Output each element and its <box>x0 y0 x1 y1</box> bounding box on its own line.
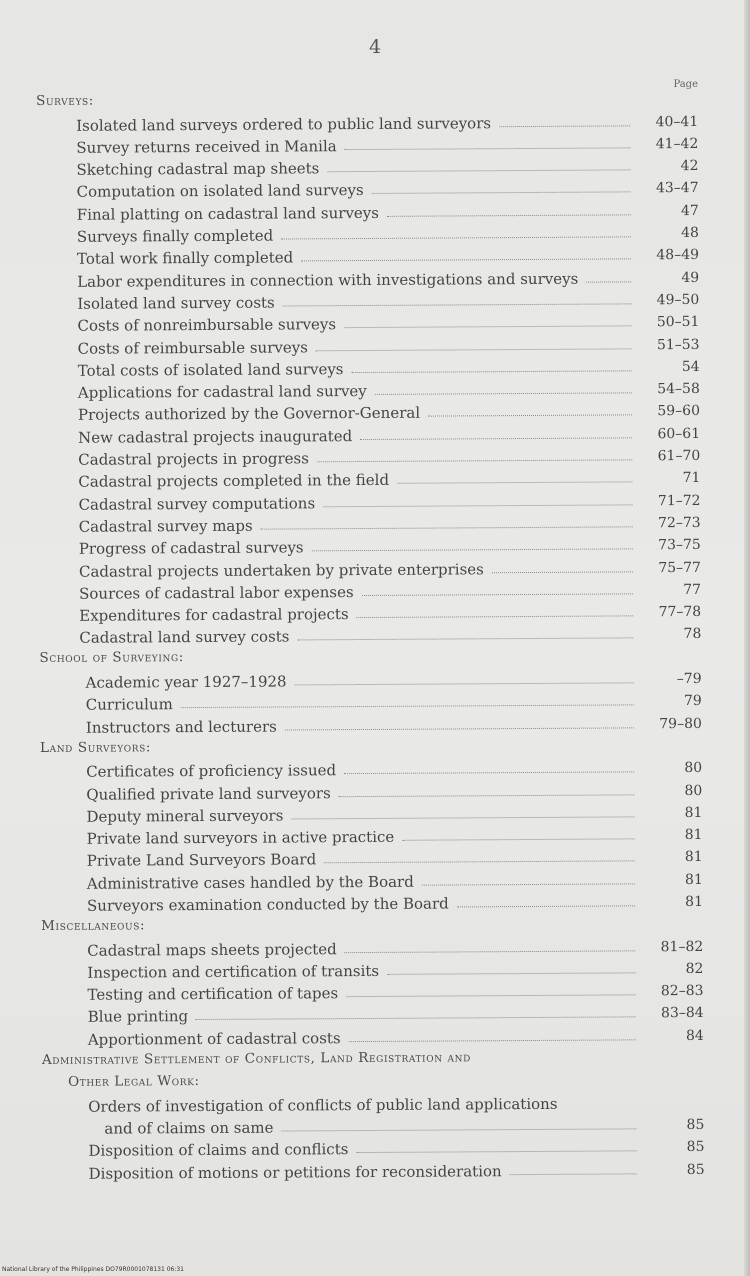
toc-entry-title: Isolated land survey costs <box>77 293 275 313</box>
dot-leader <box>402 838 634 840</box>
toc-entry-title: Cadastral land survey costs <box>79 627 290 648</box>
section-heading: Land Surveyors: <box>39 738 152 756</box>
toc-entry-page: 41–42 <box>655 135 699 153</box>
dot-leader <box>387 972 635 975</box>
toc-entry-title: Costs of reimbursable surveys <box>77 337 308 358</box>
toc-entry-title: Computation on isolated land surveys <box>76 181 364 202</box>
toc-entry-title: Cadastral survey maps <box>78 516 253 536</box>
toc-entry-page: 85 <box>686 1116 705 1133</box>
toc-entry-title: Private Land Surveyors Board <box>86 850 317 871</box>
toc-entry-title: Labor expenditures in connection with investigations and surveys <box>77 269 579 291</box>
dot-leader <box>344 772 634 775</box>
dot-leader <box>375 393 632 396</box>
toc-entry <box>43 1156 705 1182</box>
toc-entry-page: 81 <box>684 849 703 866</box>
dot-leader <box>428 415 632 417</box>
toc-entry-title: Sources of cadastral labor expenses <box>79 582 354 603</box>
toc-entry-title: Curriculum <box>85 695 173 715</box>
toc-entry-page: 47 <box>680 202 699 219</box>
dot-leader <box>345 950 636 953</box>
dot-leader <box>301 259 631 262</box>
toc-entry-page: 75–77 <box>658 559 701 576</box>
toc-entry-page: 78 <box>683 626 702 643</box>
toc-entry-title: Cadastral projects undertaken by private enterprises <box>78 559 484 581</box>
toc-entry-title: Disposition of claims and conflicts <box>88 1140 349 1160</box>
toc-entry-page: 42 <box>680 158 699 175</box>
dot-leader <box>327 170 630 173</box>
toc-entry-page: 73–75 <box>658 537 701 554</box>
dot-leader <box>196 1017 636 1021</box>
toc-entry-title: Administrative cases handled by the Board <box>86 872 414 893</box>
toc-entry-title: Deputy mineral surveyors <box>86 806 284 826</box>
dot-leader <box>397 482 632 484</box>
toc-entry-title: Surveys finally completed <box>76 226 274 246</box>
toc-entry-title: Cadastral survey computations <box>78 493 316 514</box>
page-edge <box>744 0 750 1276</box>
toc-entry-page: 40–41 <box>655 113 699 130</box>
dot-leader <box>586 281 631 282</box>
toc-entry-page: 49 <box>681 269 700 286</box>
toc-entry-page: 54–58 <box>657 381 700 398</box>
toc-entry-title: Sketching cadastral map sheets <box>76 159 320 179</box>
dot-leader <box>285 727 634 730</box>
toc-entry-page: 81 <box>685 893 704 911</box>
toc-entry-page: 71–72 <box>657 492 701 509</box>
toc-entry-title: Total work finally completed <box>76 248 294 269</box>
dot-leader <box>344 326 631 329</box>
dot-leader <box>360 437 632 440</box>
toc-entry-title: and of claims on same <box>104 1118 274 1138</box>
toc-entry-page: 85 <box>686 1161 705 1178</box>
toc-entry-title: Cadastral projects in progress <box>78 449 309 469</box>
toc-entry-title: Cadastral projects completed in the field <box>78 471 390 492</box>
toc-entry-page: 59–60 <box>657 403 701 420</box>
toc-entry-page: 79 <box>683 693 702 710</box>
dot-leader <box>492 571 633 573</box>
toc-entry-title: Inspection and certification of transits <box>87 961 380 982</box>
dot-leader <box>339 794 635 797</box>
toc-entry-title: Cadastral maps sheets projected <box>87 939 337 960</box>
toc-entry-page: 83–84 <box>660 1005 704 1022</box>
toc-entry-title: Progress of cadastral surveys <box>78 538 304 558</box>
toc-entry-title: Certificates of proficiency issued <box>86 761 337 781</box>
toc-entry-page: 82 <box>685 960 704 977</box>
toc-entry-page: 51–53 <box>656 336 700 353</box>
toc-entry-page: 85 <box>686 1139 705 1156</box>
toc-entry-title: New cadastral projects inaugurated <box>78 426 353 447</box>
toc-entry-page: 54 <box>681 358 700 375</box>
section-heading: Miscellaneous: <box>41 917 146 934</box>
toc-entry-title: Qualified private land surveyors <box>86 783 331 804</box>
toc-entry-page: 80 <box>684 760 703 777</box>
toc-entry-page: 79–80 <box>659 715 702 732</box>
dot-leader <box>349 1039 636 1042</box>
toc-entry-page: –79 <box>676 670 702 688</box>
toc-entry-page: 71 <box>682 470 701 487</box>
toc-entry-title: Isolated land surveys ordered to public land surveyors <box>76 113 492 135</box>
dot-leader <box>351 370 631 373</box>
dot-leader <box>282 1128 637 1131</box>
toc-entry-title: Apportionment of cadastral costs <box>87 1028 341 1049</box>
toc-entry-page: 81 <box>684 804 703 821</box>
toc-entry-page: 50–51 <box>656 314 700 331</box>
dot-leader <box>362 593 633 596</box>
dot-leader <box>499 125 630 127</box>
toc-entry-title: Disposition of motions or petitions for reconsideration <box>88 1161 502 1183</box>
table-of-contents <box>36 86 705 1183</box>
dot-leader <box>346 995 635 998</box>
dot-leader <box>312 549 633 552</box>
toc-entry-page: 60–61 <box>657 425 701 442</box>
dot-leader <box>297 638 633 641</box>
toc-entry-title: Blue printing <box>87 1007 189 1027</box>
scan-footer: National Library of the Philippines DO79R0001078131 06:31 <box>2 1266 184 1273</box>
toc-entry-page: 48–49 <box>656 247 700 264</box>
toc-entry-page: 77–78 <box>658 604 702 621</box>
toc-entry-title: Private land surveyors in active practice <box>86 827 395 848</box>
section-heading-continued: Other Legal Work: <box>68 1073 200 1090</box>
toc-entry-page: 61–70 <box>657 447 701 465</box>
section-heading: Surveys: <box>36 92 94 109</box>
toc-entry-page: 49–50 <box>656 291 700 309</box>
toc-entry-title: Costs of nonreimbursable surveys <box>77 315 337 336</box>
dot-leader <box>295 682 634 685</box>
dot-leader <box>324 861 635 864</box>
toc-entry-title: Final platting on cadastral land surveys <box>76 203 379 224</box>
dot-leader <box>387 214 631 216</box>
toc-entry-title: Instructors and lecturers <box>85 717 277 737</box>
dot-leader <box>283 303 632 306</box>
section-heading: School of Surveying: <box>39 649 184 667</box>
dot-leader <box>372 192 631 195</box>
toc-entry-title: Projects authorized by the Governor-General <box>77 404 421 425</box>
dot-leader <box>510 1173 637 1175</box>
dot-leader <box>181 705 634 709</box>
dot-leader <box>316 348 632 351</box>
page-column-label: Page <box>673 79 698 90</box>
toc-entry-page: 81–82 <box>660 938 704 955</box>
toc-entry-title: Testing and certification of tapes <box>87 984 339 1004</box>
toc-entry-page: 81 <box>684 871 703 888</box>
dot-leader <box>317 459 632 462</box>
dot-leader <box>345 147 631 150</box>
toc-entry-page: 80 <box>684 782 703 799</box>
dot-leader <box>291 816 634 819</box>
toc-entry-page: 77 <box>683 581 702 598</box>
section-heading: Administrative Settlement of Conflicts, Land Registration and <box>41 1049 471 1068</box>
toc-entry-title: Expenditures for cadastral projects <box>79 605 349 625</box>
dot-leader <box>323 504 632 507</box>
toc-entry-page: 72–73 <box>657 514 701 532</box>
toc-entry-title: Surveyors examination conducted by the Board <box>86 894 449 915</box>
toc-entry-title: Orders of investigation of conflicts of public land applications <box>88 1094 558 1116</box>
dot-leader <box>356 1151 636 1154</box>
dot-leader <box>422 883 635 885</box>
dot-leader <box>457 905 635 907</box>
toc-entry-title: Survey returns received in Manila <box>76 137 337 157</box>
toc-entry-title: Applications for cadastral land survey <box>77 382 367 402</box>
dot-leader <box>357 615 634 618</box>
toc-entry-page: 43–47 <box>655 180 699 197</box>
toc-entry-title: Academic year 1927–1928 <box>85 672 287 692</box>
toc-entry-page: 84 <box>685 1027 704 1044</box>
dot-leader <box>261 526 633 529</box>
toc-entry-page: 82–83 <box>660 983 704 1000</box>
dot-leader <box>281 236 631 239</box>
toc-entry-page: 81 <box>684 827 703 844</box>
toc-entry-title: Total costs of isolated land surveys <box>77 359 344 380</box>
toc-entry-page: 48 <box>681 225 699 242</box>
page-number: 4 <box>368 36 382 58</box>
